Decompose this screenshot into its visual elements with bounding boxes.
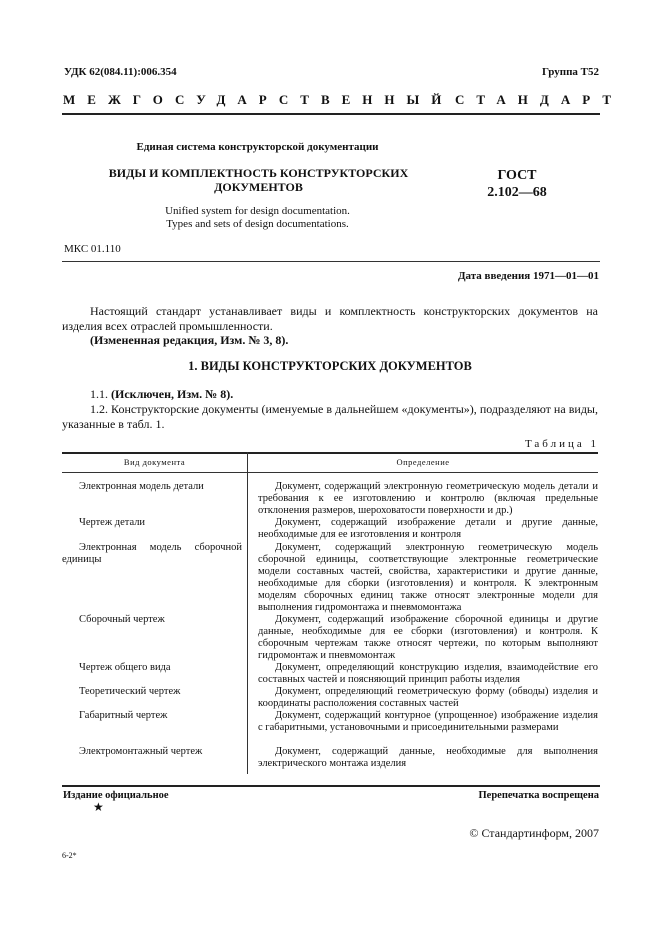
effective-date: Дата введения 1971—01—01	[457, 270, 599, 282]
table-cell-type: Электронная модель детали	[79, 481, 204, 492]
copyright-notice: © Стандартинформ, 2007	[469, 826, 599, 840]
table-header-type: Вид документа	[123, 457, 186, 467]
english-title	[130, 205, 385, 231]
reprint-prohibited: Перепечатка воспрещена	[478, 790, 599, 801]
clause-1-2: 1.2. Конструкторские документы (именуемые в дальнейшем «документы»), подразделяют на виды, указанные в табл. 1.	[62, 402, 598, 431]
table-cell-type: Электронная модель сборочной единицы	[62, 542, 242, 565]
mks-code: МКС 01.110	[64, 243, 121, 255]
udk-code: УДК 62(084.11):006.354	[64, 66, 177, 78]
gost-label: ГОСТ	[497, 168, 537, 183]
footer-rule	[62, 785, 600, 787]
star-icon: ★	[93, 800, 104, 814]
header-rule	[62, 113, 600, 115]
table-cell-type: Чертеж общего вида	[79, 662, 171, 673]
table-header-rule	[62, 472, 598, 473]
gost-number: 2.102—68	[487, 185, 547, 200]
clause-1-1	[90, 387, 233, 402]
gost-designation	[468, 167, 566, 201]
standard-title-line2: ДОКУМЕНТОВ	[214, 180, 303, 194]
table-cell-definition: Документ, определяющий геометрическую форму (обводы) изделия и координаты расположения составных частей	[258, 686, 598, 709]
table-caption: Таблица 1	[524, 438, 599, 450]
standard-title	[62, 166, 455, 194]
table-cell-type: Сборочный чертеж	[79, 614, 165, 625]
table-cell-definition: Документ, содержащий электронную геометрическую модель детали и требования к ее изготовлению и контролю (включая предельные отклонения размеров, шероховатости поверхности и др.)	[258, 481, 598, 516]
clause-1-1-text: (Исключен, Изм. № 8).	[111, 387, 234, 401]
banner-standard: СТАНДАРТ	[455, 92, 624, 107]
mks-rule	[62, 261, 600, 262]
official-edition: Издание официальное	[63, 790, 169, 801]
table-cell-definition: Документ, содержащий изображение сборочной единицы и другие данные, необходимые для ее сборки (изготовления) и контроля. К сборочным чертежам также относят чертежи, по которым выполняют гидромонтаж и пневмомонтаж	[258, 614, 598, 661]
table-cell-type: Теоретический чертеж	[79, 686, 181, 697]
standard-title-line1: ВИДЫ И КОМПЛЕКТНОСТЬ КОНСТРУКТОРСКИХ	[108, 166, 409, 180]
page-mark: 6-2*	[62, 851, 77, 860]
english-title-line2: Types and sets of design documentations.	[166, 218, 349, 230]
banner-interstate: МЕЖГОСУДАРСТВЕННЫЙ	[63, 92, 454, 107]
english-title-line1: Unified system for design documentation.	[165, 205, 350, 217]
group-code: Группа Т52	[541, 66, 599, 78]
document-system-title: Единая система конструкторской документации	[136, 141, 379, 153]
table-cell-definition: Документ, содержащий электронную геометрическую модель сборочной единицы, соответствующие электронные геометрические модели составных частей, свойства, характеристики и другие данные, необходимые для сборки (изготовления) и контроля. К электронным моделям сборочных единиц также относят электронные модели для выполнения гидромонтажа и пневмомонтажа	[258, 542, 598, 613]
intro-amendment-note: (Измененная редакция, Изм. № 3, 8).	[90, 333, 289, 347]
table-cell-type: Чертеж детали	[79, 517, 146, 528]
clause-1-1-number: 1.1.	[90, 387, 108, 401]
table-cell-definition: Документ, содержащий изображение детали и другие данные, необходимые для ее изготовления и контроля	[258, 517, 598, 540]
table-cell-definition: Документ, содержащий данные, необходимые для выполнения электрического монтажа изделия	[258, 746, 598, 769]
table-top-rule	[62, 452, 598, 454]
table-cell-type: Электромонтажный чертеж	[79, 746, 203, 757]
table-cell-definition: Документ, определяющий конструкцию изделия, взаимодействие его составных частей и поясняющий принцип работы изделия	[258, 662, 598, 685]
table-cell-definition: Документ, содержащий контурное (упрощенное) изображение изделия с габаритными, установочными и присоединительными размерами	[258, 710, 598, 733]
table-column-divider	[247, 452, 248, 774]
intro-paragraph: Настоящий стандарт устанавливает виды и комплектность конструкторских документов на изделия всех отраслей промышленности.	[62, 304, 598, 333]
table-header-definition: Определение	[396, 457, 450, 467]
table-cell-type: Габаритный чертеж	[79, 710, 168, 721]
section-title: 1. ВИДЫ КОНСТРУКТОРСКИХ ДОКУМЕНТОВ	[188, 359, 472, 373]
